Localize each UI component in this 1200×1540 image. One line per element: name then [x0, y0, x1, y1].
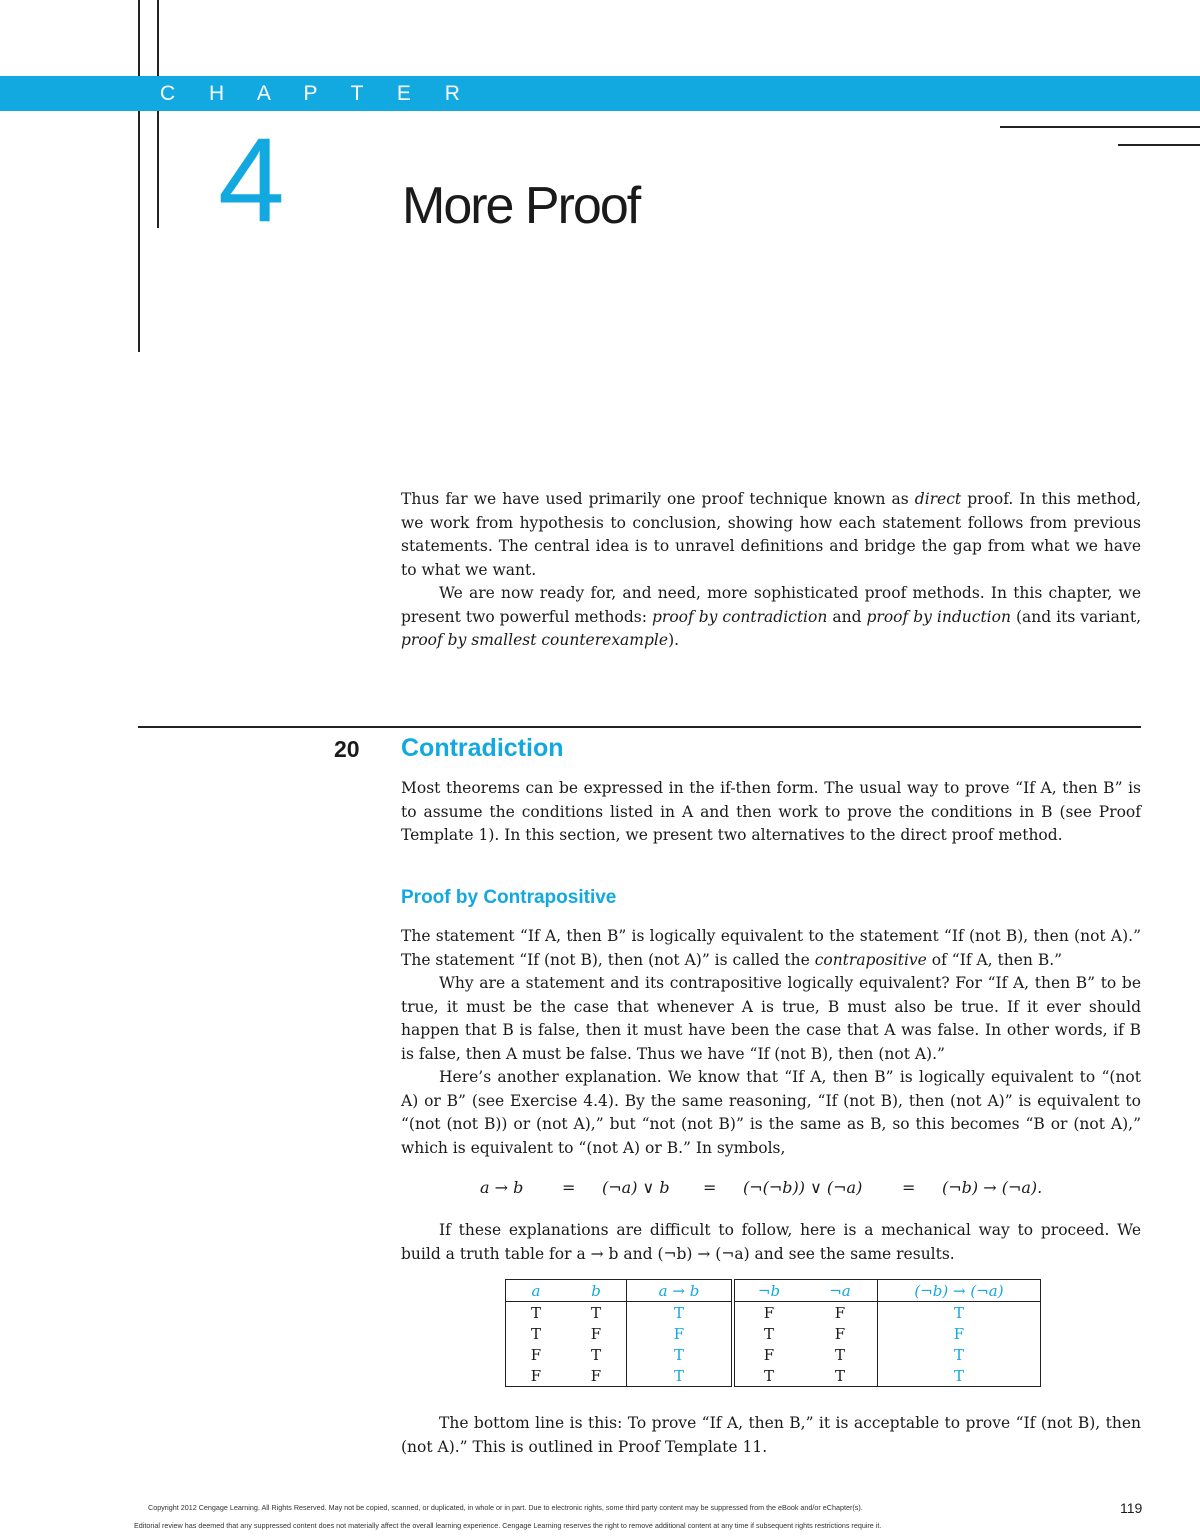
truth-table-cell: T — [506, 1302, 567, 1324]
intro-p2-text-a: We are now ready for, and need, more sophisticated proof methods. In this chapter, we present two powerful methods: — [401, 584, 1141, 626]
subsection-paragraph-2: Why are a statement and its contrapositive logically equivalent? For “If A, then B” to be true, it must be the case that whenever A is true, B must also be true. If it ever should happen that B is false, then it must have been the case that A was false. In other words, if B is false, then A must be false. Thus we have “If (not B), then (not A).” — [401, 974, 1141, 1063]
truth-table-cell: F — [834, 1324, 846, 1343]
truth-table-header: (¬b) → (¬a) — [878, 1280, 1041, 1302]
truth-table-cell: T — [733, 1365, 803, 1387]
left-vertical-rule-1 — [138, 0, 140, 352]
eq-equals-1: = — [562, 1178, 576, 1197]
truth-table-cell: T — [878, 1344, 1041, 1365]
subsection-text — [401, 925, 1141, 1160]
intro-p2-text-c: (and its variant, — [1010, 607, 1142, 626]
truth-table-cell: F — [733, 1302, 803, 1324]
left-vertical-rule-2 — [157, 0, 159, 228]
truth-table-intro — [401, 1219, 1141, 1266]
truth-table-cell: F — [733, 1344, 803, 1365]
page-number: 119 — [1120, 1500, 1143, 1516]
right-rule-2 — [1118, 144, 1200, 146]
chapter-number: 4 — [218, 113, 285, 247]
truth-table-cell: T — [878, 1302, 1041, 1324]
truth-table-cell: F — [834, 1303, 846, 1322]
eq-equals-3: = — [902, 1178, 916, 1197]
truth-table-row — [506, 1302, 1041, 1324]
intro-p2-emphasis-2: proof by induction — [866, 607, 1011, 626]
truth-table-cell: F — [878, 1323, 1041, 1344]
intro-text — [401, 488, 1141, 653]
truth-table-row — [506, 1365, 1041, 1387]
bottom-line-text — [401, 1412, 1141, 1459]
section-number: 20 — [334, 736, 360, 762]
truth-table-header: b — [566, 1280, 627, 1302]
truth-table-row — [506, 1323, 1041, 1344]
intro-p2-text-b: and — [827, 607, 867, 626]
intro-p2-text-d: ). — [668, 631, 680, 649]
truth-table-row — [506, 1344, 1041, 1365]
section-paragraph-1: Most theorems can be expressed in the if-then form. The usual way to prove “If A, then B” is to assume the conditions listed in A and then work to prove the conditions in B (see Proof Template 1). In this section, we present two alternatives to the direct proof method. — [401, 779, 1141, 844]
truth-table-header: ¬a — [803, 1280, 878, 1302]
subsection-p1-emphasis: contrapositive — [814, 950, 927, 969]
chapter-label: C H A P T E R — [160, 82, 474, 105]
truth-table-cell: T — [834, 1345, 845, 1364]
subsection-title: Proof by Contrapositive — [401, 887, 617, 908]
subsection-paragraph-5: The bottom line is this: To prove “If A, then B,” it is acceptable to prove “If (not B), then (not A).” This is outlined in Proof Template 11. — [401, 1414, 1141, 1456]
truth-table-cell: F — [590, 1324, 602, 1343]
intro-paragraph-2 — [401, 582, 1141, 653]
truth-table-cell: T — [878, 1365, 1041, 1387]
subsection-p1-text-b: of “If A, then B.” — [926, 950, 1063, 969]
subsection-paragraph-3: Here’s another explanation. We know that “If A, then B” is logically equivalent to “(not A) or B” (see Exercise 4.4). By the same reasoning, “If (not B), then (not A)” is equivalent to “(not (not B)) or (not A),” but “not (not B)” is the same as B, so this becomes “B or (not A),” which is equivalent to “(not A) or B.” In symbols, — [401, 1068, 1141, 1157]
subsection-p1-text-a: The statement “If A, then B” is logically equivalent to the statement “If (not B), then (not A).” The statement “If (not B), then (not A)” is called the — [401, 927, 1141, 969]
subsection-paragraph-4: If these explanations are difficult to follow, here is a mechanical way to proceed. We build a truth table for a → b and (¬b) → (¬a) and see the same results. — [401, 1221, 1141, 1263]
intro-p1-text-b: proof. In this method, we work from hypothesis to conclusion, showing how each statement follows from previous statements. The central idea is to unravel definitions and bridge the gap from what we have to what we want. — [401, 490, 1142, 579]
truth-table-cell: T — [590, 1303, 601, 1322]
intro-p1-emphasis: direct — [914, 490, 962, 508]
section-text — [401, 777, 1141, 848]
intro-p2-emphasis-3: proof by smallest counterexample — [401, 631, 669, 649]
eq-term-1: a → b — [480, 1178, 524, 1197]
subsection-paragraph-1 — [401, 925, 1141, 972]
truth-table-cell: F — [506, 1365, 567, 1387]
eq-equals-2: = — [703, 1178, 717, 1197]
chapter-title: More Proof — [402, 177, 640, 235]
truth-table-header: a — [506, 1280, 567, 1302]
truth-table-header: ¬b — [733, 1280, 803, 1302]
copyright-line-1: Copyright 2012 Cengage Learning. All Rights Reserved. May not be copied, scanned, or duplicated, in whole or in part. Due to electronic rights, some third party content may be suppressed from the eBook and/or eChapter(s). — [148, 1503, 863, 1512]
eq-term-4: (¬b) → (¬a). — [942, 1178, 1043, 1197]
intro-p2-emphasis-1: proof by contradiction — [651, 607, 828, 626]
eq-term-2: (¬a) ∨ b — [602, 1178, 670, 1197]
truth-table-cell: T — [803, 1365, 878, 1387]
truth-table-cell: F — [506, 1344, 567, 1365]
truth-table-header-row — [506, 1280, 1041, 1302]
truth-table-cell: F — [566, 1365, 627, 1387]
truth-table-cell: T — [627, 1302, 734, 1324]
right-rule-1 — [1000, 126, 1200, 128]
truth-table-cell: T — [590, 1345, 601, 1364]
section-title: Contradiction — [401, 734, 564, 762]
truth-table-header: a → b — [627, 1280, 734, 1302]
truth-table-cell: F — [627, 1323, 734, 1344]
section-rule — [138, 726, 1141, 728]
copyright-line-2: Editorial review has deemed that any suppressed content does not materially affect the overall learning experience. Cengage Learning reserves the right to remove additional content at any time if subsequent rights restrictions require it. — [134, 1521, 882, 1530]
truth-table-cell: T — [627, 1365, 734, 1387]
eq-term-3: (¬(¬b)) ∨ (¬a) — [743, 1178, 863, 1197]
intro-p1-text-a: Thus far we have used primarily one proof technique known as — [401, 490, 915, 508]
truth-table — [505, 1279, 1041, 1387]
intro-paragraph-1 — [401, 488, 1141, 582]
truth-table-cell: T — [627, 1344, 734, 1365]
truth-table-cell: T — [733, 1323, 803, 1344]
truth-table-cell: T — [506, 1323, 567, 1344]
